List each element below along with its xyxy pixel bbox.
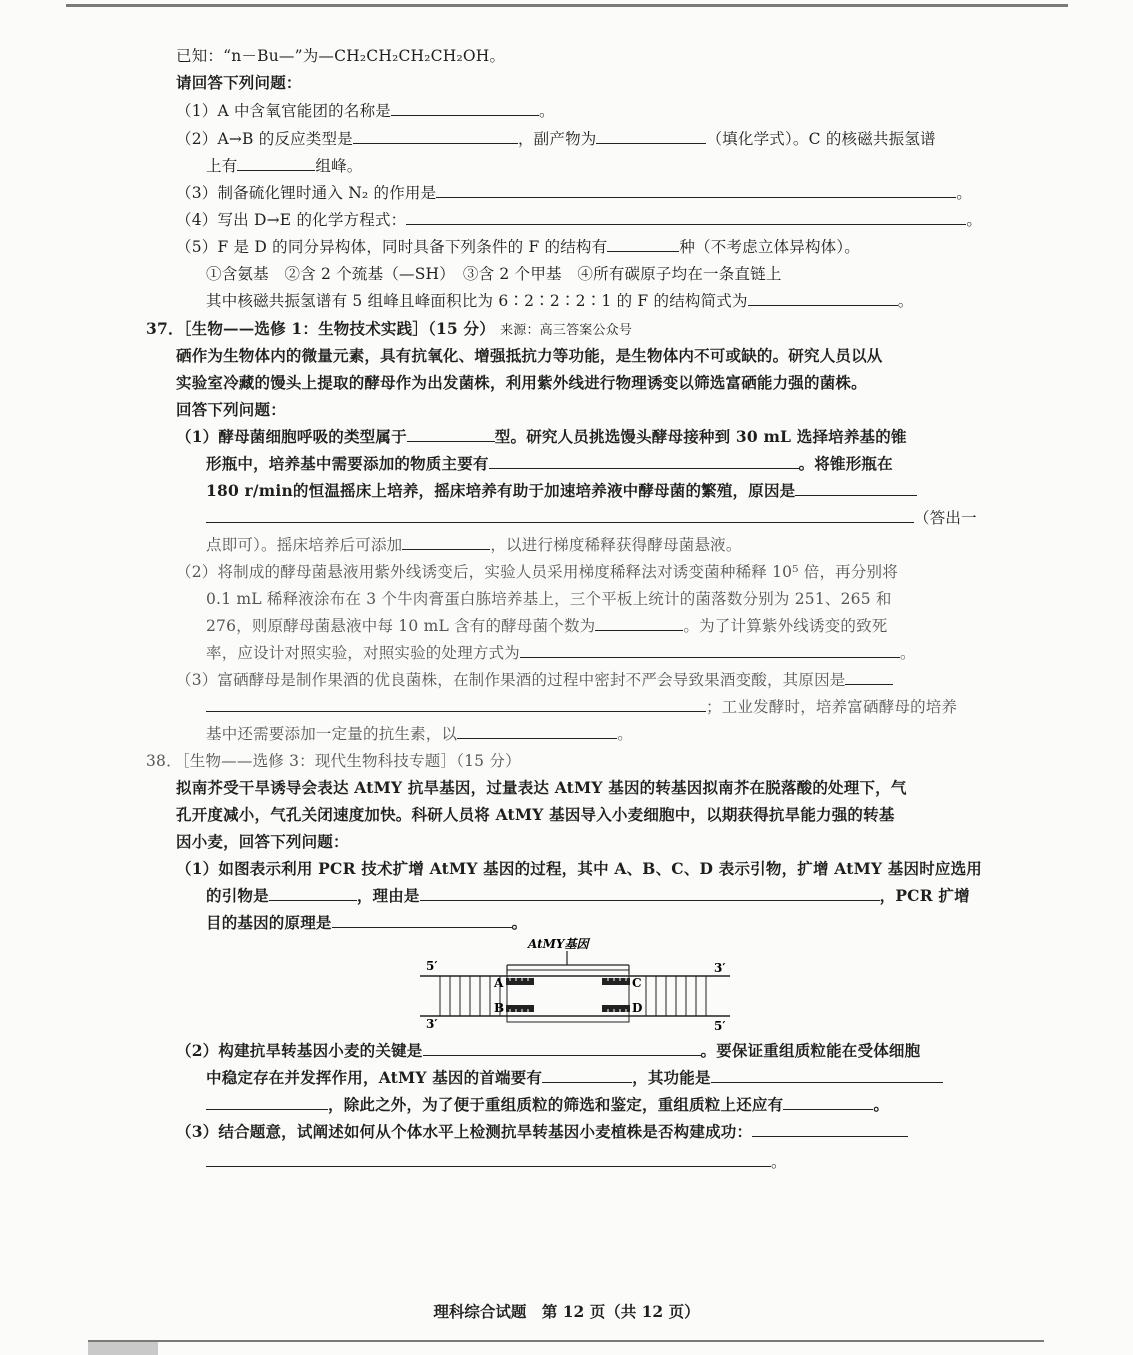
base-pairs-left [440, 976, 500, 1016]
answer-blank[interactable] [391, 101, 539, 116]
known-condition: 已知：“n－Bu—”为—CH₂CH₂CH₂CH₂OH。 [176, 47, 506, 65]
bottom-block [88, 1342, 158, 1355]
answer-blank[interactable] [595, 616, 683, 631]
answer-blank[interactable] [436, 183, 956, 198]
answer-blank[interactable] [420, 886, 880, 901]
q36-part5-conditions: ①含氨基 ②含 2 个巯基（—SH） ③含 2 个甲基 ④所有碳原子均在一条直链上 [206, 265, 782, 283]
answer-blank[interactable] [206, 697, 706, 712]
q36-part2-cont: 上有 组峰。 [206, 157, 363, 175]
q37-part2-cont3: 率，应设计对照实验，对照实验的处理方式为 。 [206, 644, 916, 662]
answer-blank[interactable] [353, 129, 518, 144]
primer-c-label: C [632, 976, 642, 990]
answer-blank[interactable] [489, 454, 799, 469]
q38-part3: （3）结合题意，试阐述如何从个体水平上检测抗旱转基因小麦植株是否构建成功： [176, 1122, 908, 1142]
answer-blank[interactable] [752, 1122, 908, 1137]
q38-intro-3: 因小麦，回答下列问题： [176, 832, 349, 851]
q38-intro-2: 孔开度减小，气孔关闭速度加快。科研人员将 AtMY 基因导入小麦细胞中，以期获得抗旱能力强的转基 [176, 805, 895, 824]
q37-part2-cont2: 276，则原酵母菌悬液中每 10 mL 含有的酵母菌个数为 。为了计算紫外线诱变的致死 [206, 617, 888, 635]
top-rule [66, 4, 1068, 7]
answer-blank[interactable] [542, 1068, 632, 1083]
answer-blank[interactable] [332, 913, 512, 928]
q37-part3-cont2: 基中还需要添加一定量的抗生素，以 。 [206, 725, 633, 743]
q37-part2: （2）将制成的酵母菌悬液用紫外线诱变后，实验人员采用梯度稀释法对诱变菌种稀释 10⁵ 倍，再分别将 [176, 563, 898, 581]
bottom-left-label: 3′ [426, 1017, 438, 1031]
q38-title: 38．［生物——选修 3：现代生物科技专题］（15 分） [146, 752, 521, 770]
answer-blank[interactable] [206, 1152, 771, 1167]
q37-part1-cont3: （答出一 [206, 508, 977, 528]
answer-blank[interactable] [406, 210, 966, 225]
q36-part1: （1）A 中含氧官能团的名称是 。 [176, 102, 555, 120]
q38-part2-cont2: ，除此之外，为了便于重组质粒的筛选和鉴定，重组质粒上还应有 。 [206, 1095, 889, 1115]
answer-blank[interactable] [711, 1068, 943, 1083]
answer-blank[interactable] [795, 481, 917, 496]
q36-part2: （2）A→B 的反应类型是 ，副产物为 （填化学式）。C 的核磁共振氢谱 [176, 130, 936, 148]
answer-blank[interactable] [520, 643, 900, 658]
answer-blank[interactable] [748, 291, 898, 306]
q37-part3: （3）富硒酵母是制作果酒的优良菌株，在制作果酒的过程中密封不严会导致果酒变酸，其原因是 [176, 670, 893, 690]
q37-part1-cont2: 180 r/min的恒温摇床上培养，摇床培养有助于加速培养液中酵母菌的繁殖，原因是 [206, 481, 917, 501]
q37-intro-3: 回答下列问题： [176, 400, 286, 419]
q37-part1-cont: 形瓶中，培养基中需要添加的物质主要有 。将锥形瓶在 [206, 454, 893, 473]
answer-blank[interactable] [402, 535, 490, 550]
answer-blank[interactable] [423, 1041, 701, 1056]
base-pairs-right [646, 976, 706, 1016]
q36-part3: （3）制备硫化锂时通入 N₂ 的作用是 。 [176, 184, 972, 202]
page-footer: 理科综合试题 第 12 页（共 12 页） [433, 1302, 700, 1321]
answer-blank[interactable] [457, 724, 617, 739]
answer-blank[interactable] [269, 886, 357, 901]
q37-title: 37．［生物——选修 1：生物技术实践］（15 分） 来源：高三答案公众号 [146, 319, 633, 338]
bottom-rule [88, 1340, 1044, 1342]
pcr-diagram [410, 932, 740, 1034]
q36-part5-cont: 其中核磁共振氢谱有 5 组峰且峰面积比为 6∶2∶2∶2∶1 的 F 的结构简式为 。 [206, 292, 914, 310]
answer-prompt: 请回答下列问题： [176, 73, 302, 92]
q38-part1: （1）如图表示利用 PCR 技术扩增 AtMY 基因的过程，其中 A、B、C、D 表示引物，扩增 AtMY 基因时应选用 [176, 859, 983, 878]
gene-label: AtMY基因 [528, 937, 589, 951]
q38-part2-cont: 中稳定存在并发挥作用，AtMY 基因的首端要有 ，其功能是 [206, 1068, 943, 1088]
q37-part1-cont4: 点即可）。摇床培养后可添加 ，以进行梯度稀释获得酵母菌悬液。 [206, 536, 742, 554]
primer-b-label: B [494, 1001, 505, 1015]
q36-part5: （5）F 是 D 的同分异构体，同时具备下列条件的 F 的结构有 种（不考虑立体异构体）。 [176, 238, 860, 256]
gene-region [507, 970, 629, 1022]
source-note: 来源：高三答案公众号 [500, 323, 633, 338]
q38-part1-cont2: 目的基因的原理是 。 [206, 913, 528, 932]
q37-intro-2: 实验室冷藏的馒头上提取的酵母作为出发菌株，利用紫外线进行物理诱变以筛选富硒能力强的菌株。 [176, 373, 867, 392]
q38-part2: （2）构建抗旱转基因小麦的关键是 。要保证重组质粒能在受体细胞 [176, 1041, 921, 1060]
q38-part1-cont: 的引物是 ，理由是 ，PCR 扩增 [206, 886, 970, 905]
answer-blank[interactable] [783, 1095, 873, 1110]
bottom-right-label: 5′ [714, 1019, 726, 1033]
primer-d-label: D [632, 1001, 643, 1015]
q37-part3-cont: ；工业发酵时，培养富硒酵母的培养 [206, 697, 957, 717]
answer-blank[interactable] [407, 427, 495, 442]
primer-a-label: A [494, 976, 504, 990]
q38-part3-cont: 。 [206, 1152, 787, 1172]
q37-part1: （1）酵母菌细胞呼吸的类型属于 型。研究人员挑选馒头酵母接种到 30 mL 选择培养基的锥 [176, 427, 907, 446]
q38-intro-1: 拟南芥受干旱诱导会表达 AtMY 抗旱基因，过量表达 AtMY 基因的转基因拟南芥在脱落酸的处理下，气 [176, 778, 907, 797]
answer-blank[interactable] [596, 129, 706, 144]
answer-blank[interactable] [206, 508, 914, 523]
q37-intro-1: 硒作为生物体内的微量元素，具有抗氧化、增强抵抗力等功能，是生物体内不可或缺的。研究人员以从 [176, 346, 883, 365]
q37-part2-cont: 0.1 mL 稀释液涂布在 3 个牛肉膏蛋白胨培养基上，三个平板上统计的菌落数分别为 251、265 和 [206, 590, 892, 608]
answer-blank[interactable] [237, 156, 315, 171]
answer-blank[interactable] [607, 237, 679, 252]
q36-part4: （4）写出 D→E 的化学方程式： 。 [176, 211, 983, 229]
answer-blank[interactable] [206, 1095, 328, 1110]
top-left-label: 5′ [426, 959, 438, 973]
answer-blank[interactable] [845, 670, 893, 685]
top-right-label: 3′ [714, 961, 726, 975]
